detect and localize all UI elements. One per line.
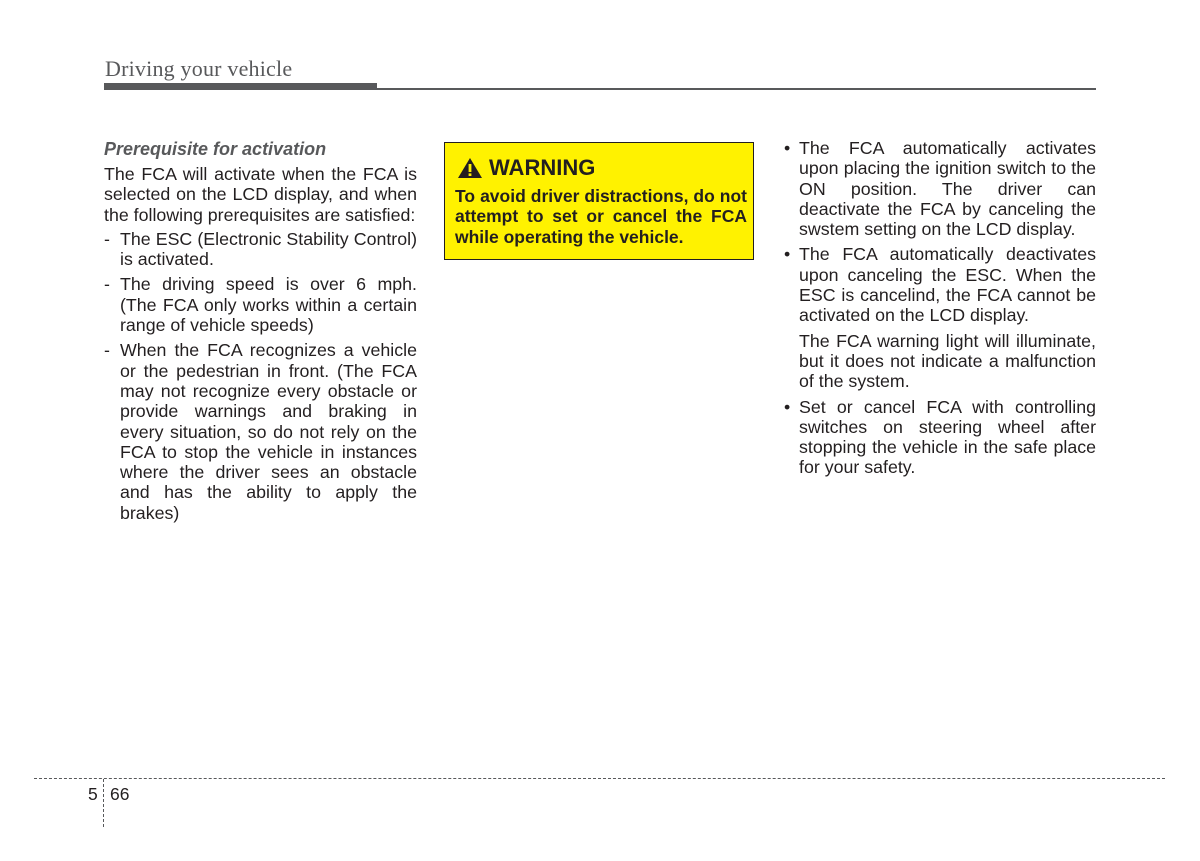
footer-divider <box>103 779 104 827</box>
list-item <box>104 340 417 523</box>
header-rule-thin <box>377 88 1096 90</box>
list-item-text: The driving speed is over 6 mph. (The FCA only works within a certain range of vehicle speeds) <box>120 274 417 336</box>
bullet-marker: • <box>784 396 791 417</box>
intro-paragraph: The FCA will activate when the FCA is selected on the LCD display, and when the following prerequisites are satisfied: <box>104 164 417 225</box>
warning-title <box>457 156 595 180</box>
list-item <box>783 138 1096 239</box>
page-number: 66 <box>110 784 130 804</box>
list-item-text: The FCA automatically activates upon placing the ignition switch to the ON position. The driver can deactivate the FCA by canceling the swstem setting on the LCD display. <box>799 138 1096 240</box>
list-item <box>783 397 1096 478</box>
header-rule-thick <box>104 83 377 90</box>
prerequisite-list <box>104 229 417 523</box>
list-item-text: The FCA automatically deactivates upon canceling the ESC. When the ESC is cancelind, the FCA cannot be activated on the LCD display. <box>799 244 1096 326</box>
right-column <box>783 138 1096 483</box>
list-item <box>104 274 417 335</box>
dash-marker: - <box>104 228 110 249</box>
bullet-marker: • <box>784 244 791 265</box>
warning-box <box>444 142 754 260</box>
dash-marker: - <box>104 340 110 361</box>
list-item-text: Set or cancel FCA with controlling switches on steering wheel after stopping the vehicle in the safe place for your safety. <box>799 396 1096 478</box>
list-item <box>104 229 417 270</box>
page-header-title: Driving your vehicle <box>105 56 293 81</box>
warning-title-text: WARNING <box>489 155 596 180</box>
notes-list <box>783 138 1096 478</box>
warning-body: To avoid driver distractions, do not attempt to set or cancel the FCA while operating the vehicle. <box>455 186 747 247</box>
footer-rule <box>34 778 1165 779</box>
list-item-note: The FCA warning light will illuminate, but it does not indicate a malfunction of the system. <box>799 330 1096 392</box>
bullet-marker: • <box>784 138 791 158</box>
dash-marker: - <box>104 274 110 295</box>
section-subheading: Prerequisite for activation <box>104 139 327 159</box>
chapter-number: 5 <box>88 784 98 804</box>
warning-triangle-icon <box>457 157 483 179</box>
left-column <box>104 138 417 528</box>
list-item-text: When the FCA recognizes a vehicle or the pedestrian in front. (The FCA may not recognize every obstacle or provide warnings and braking in every situation, so do not rely on the FCA to stop the vehicle in instances where the driver sees an obstacle and has the ability to apply the brakes) <box>120 340 417 523</box>
list-item <box>783 244 1096 391</box>
list-item-text: The ESC (Electronic Stability Control) is activated. <box>120 228 417 270</box>
